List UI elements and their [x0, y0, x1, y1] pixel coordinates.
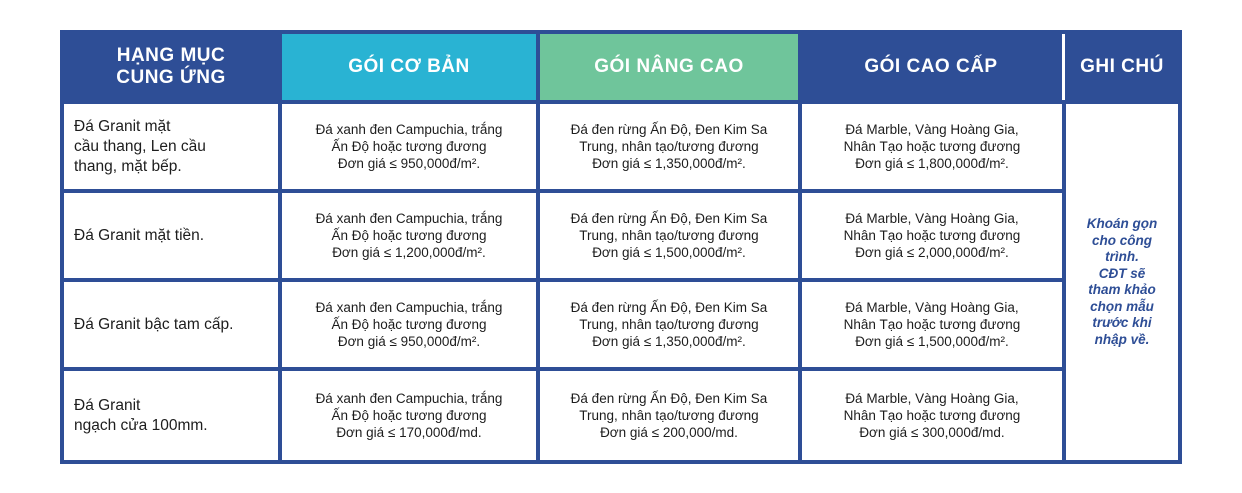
row-1-basic: [282, 104, 536, 189]
row-1-premium-line-2: Nhân Tạo hoặc tương đương: [843, 139, 1021, 154]
header-advanced: [540, 34, 798, 100]
notes-cell: [1066, 104, 1178, 460]
header-divider: [1062, 34, 1065, 100]
row-4-advanced-line-2: Trung, nhân tạo/tương đương: [579, 408, 759, 423]
row-2-basic: [282, 193, 536, 278]
header-item: [64, 34, 278, 100]
row-1-premium: [802, 104, 1062, 189]
row-4-basic-price: Đơn giá ≤ 170,000đ/md.: [336, 425, 482, 440]
row-2-premium-line-1: Đá Marble, Vàng Hoàng Gia,: [845, 211, 1019, 226]
row-1-item-label: Đá Granit mặt cầu thang, Len cầu thang, mặt bếp.: [74, 117, 206, 175]
row-3-premium: [802, 282, 1062, 367]
row-2-premium-price: Đơn giá ≤ 2,000,000đ/m².: [855, 245, 1009, 260]
row-4-basic-line-1: Đá xanh đen Campuchia, trắng: [315, 391, 503, 406]
row-4-advanced: [540, 371, 798, 460]
row-2-premium: [802, 193, 1062, 278]
header-premium-label: GÓI CAO CẤP: [864, 56, 998, 77]
header-basic: [282, 34, 536, 100]
header-item-label: HẠNG MỤC CUNG ỨNG: [116, 45, 226, 88]
row-3-advanced: [540, 282, 798, 367]
row-3-basic: [282, 282, 536, 367]
row-2-basic-line-2: Ấn Độ hoặc tương đương: [331, 228, 487, 243]
row-3-basic-price: Đơn giá ≤ 950,000đ/m².: [337, 334, 481, 349]
row-2-basic-line-1: Đá xanh đen Campuchia, trắng: [315, 211, 503, 226]
row-4-item-label: Đá Granit ngạch cửa 100mm.: [74, 396, 208, 434]
header-basic-label: GÓI CƠ BẢN: [348, 56, 470, 77]
row-4-premium-price: Đơn giá ≤ 300,000đ/md.: [859, 425, 1005, 440]
row-4-item: [64, 371, 278, 460]
row-2-item: [64, 193, 278, 278]
row-2-advanced-price: Đơn giá ≤ 1,500,000đ/m².: [592, 245, 746, 260]
row-4-basic: [282, 371, 536, 460]
row-4-advanced-line-1: Đá đen rừng Ấn Độ, Đen Kim Sa: [570, 391, 768, 406]
header-advanced-label: GÓI NÂNG CAO: [594, 56, 744, 77]
row-3-item: [64, 282, 278, 367]
row-4-premium-line-1: Đá Marble, Vàng Hoàng Gia,: [845, 391, 1019, 406]
row-2-premium-line-2: Nhân Tạo hoặc tương đương: [843, 228, 1021, 243]
row-3-advanced-price: Đơn giá ≤ 1,350,000đ/m².: [592, 334, 746, 349]
header-premium: [802, 34, 1060, 100]
row-3-premium-line-1: Đá Marble, Vàng Hoàng Gia,: [845, 300, 1019, 315]
row-1-advanced-line-2: Trung, nhân tạo/tương đương: [579, 139, 759, 154]
row-4-premium-line-2: Nhân Tạo hoặc tương đương: [843, 408, 1021, 423]
row-1-advanced-price: Đơn giá ≤ 1,350,000đ/m².: [592, 156, 746, 171]
row-3-basic-line-1: Đá xanh đen Campuchia, trắng: [315, 300, 503, 315]
row-4-premium: [802, 371, 1062, 460]
row-3-item-label: Đá Granit bậc tam cấp.: [74, 315, 234, 333]
row-2-basic-price: Đơn giá ≤ 1,200,000đ/m².: [332, 245, 486, 260]
row-3-premium-price: Đơn giá ≤ 1,500,000đ/m².: [855, 334, 1009, 349]
row-3-advanced-line-2: Trung, nhân tạo/tương đương: [579, 317, 759, 332]
row-2-advanced-line-1: Đá đen rừng Ấn Độ, Đen Kim Sa: [570, 211, 768, 226]
row-2-advanced: [540, 193, 798, 278]
row-1-item: [64, 104, 278, 189]
row-1-basic-line-1: Đá xanh đen Campuchia, trắng: [315, 122, 503, 137]
row-1-premium-line-1: Đá Marble, Vàng Hoàng Gia,: [845, 122, 1019, 137]
row-3-advanced-line-1: Đá đen rừng Ấn Độ, Đen Kim Sa: [570, 300, 768, 315]
notes-text: Khoán gọn cho công trình. CĐT sẽ tham khảo chọn mẫu trước khi nhập về.: [1086, 216, 1158, 347]
row-2-item-label: Đá Granit mặt tiền.: [74, 226, 205, 244]
row-1-advanced-line-1: Đá đen rừng Ấn Độ, Đen Kim Sa: [570, 122, 768, 137]
row-1-basic-price: Đơn giá ≤ 950,000đ/m².: [337, 156, 481, 171]
row-4-basic-line-2: Ấn Độ hoặc tương đương: [331, 408, 487, 423]
pricing-table: [60, 30, 1182, 464]
row-4-advanced-price: Đơn giá ≤ 200,000/md.: [600, 425, 738, 440]
header-notes: [1066, 34, 1178, 100]
row-1-premium-price: Đơn giá ≤ 1,800,000đ/m².: [855, 156, 1009, 171]
header-notes-label: GHI CHÚ: [1080, 56, 1164, 77]
row-2-advanced-line-2: Trung, nhân tạo/tương đương: [579, 228, 759, 243]
row-3-basic-line-2: Ấn Độ hoặc tương đương: [331, 317, 487, 332]
row-1-basic-line-2: Ấn Độ hoặc tương đương: [331, 139, 487, 154]
row-3-premium-line-2: Nhân Tạo hoặc tương đương: [843, 317, 1021, 332]
row-1-advanced: [540, 104, 798, 189]
